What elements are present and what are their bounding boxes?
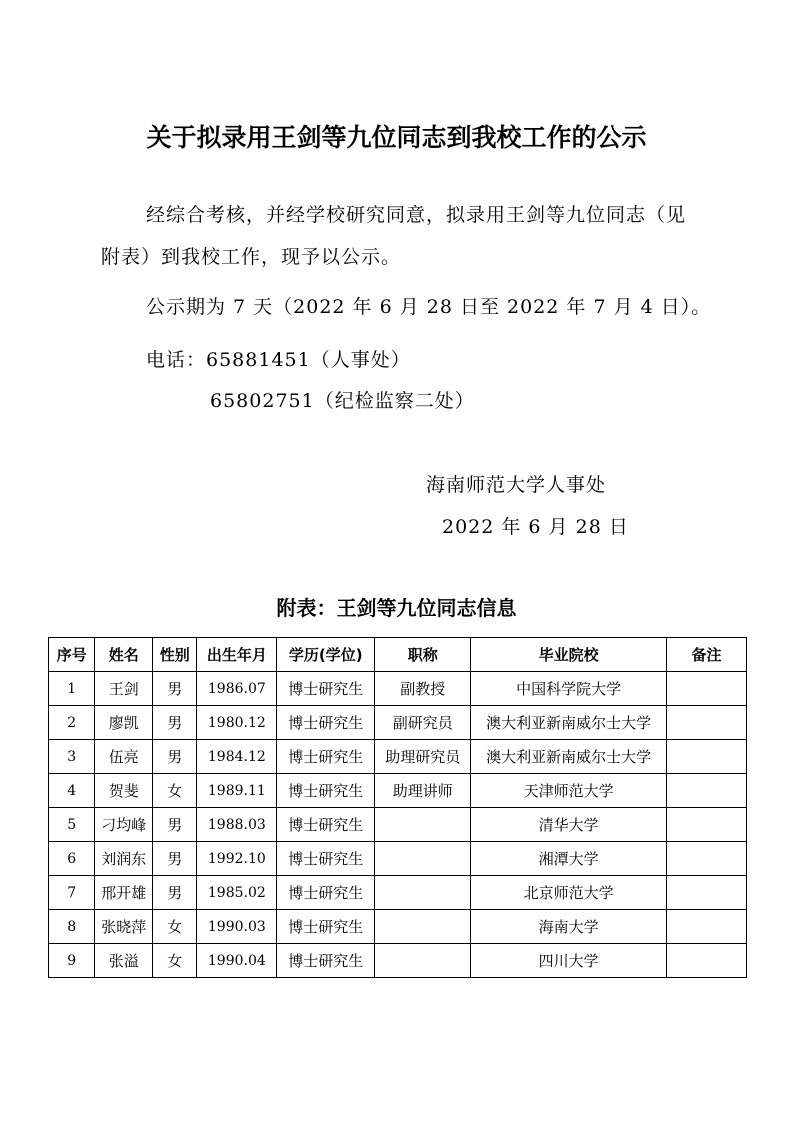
- body-paragraph-line: 附表）到我校工作，现予以公示。: [101, 246, 402, 268]
- col-header-school: 毕业院校: [471, 638, 667, 672]
- cell-degree: 博士研究生: [277, 740, 375, 774]
- cell-title: [375, 910, 471, 944]
- table-row: [49, 706, 747, 740]
- cell-gender: 女: [153, 910, 197, 944]
- body-paragraph-line: 经综合考核，并经学校研究同意，拟录用王剑等九位同志（见: [146, 204, 687, 226]
- cell-birth: 1980.12: [197, 706, 277, 740]
- table-row: [49, 774, 747, 808]
- table-header-row: [49, 638, 747, 672]
- cell-birth: 1992.10: [197, 842, 277, 876]
- cell-remarks: [667, 672, 747, 706]
- cell-birth: 1986.07: [197, 672, 277, 706]
- cell-title: 助理研究员: [375, 740, 471, 774]
- cell-gender: 男: [153, 876, 197, 910]
- col-header-degree: 学历(学位): [277, 638, 375, 672]
- table-row: [49, 808, 747, 842]
- cell-title: [375, 876, 471, 910]
- cell-name: 伍亮: [95, 740, 153, 774]
- cell-gender: 男: [153, 740, 197, 774]
- cell-name: 廖凯: [95, 706, 153, 740]
- cell-name: 张溢: [95, 944, 153, 978]
- cell-degree: 博士研究生: [277, 944, 375, 978]
- table-row: [49, 842, 747, 876]
- cell-title: [375, 842, 471, 876]
- cell-birth: 1989.11: [197, 774, 277, 808]
- cell-name: 王剑: [95, 672, 153, 706]
- col-header-title: 职称: [375, 638, 471, 672]
- table-row: [49, 672, 747, 706]
- cell-index: 5: [49, 808, 95, 842]
- cell-school: 天津师范大学: [471, 774, 667, 808]
- cell-school: 北京师范大学: [471, 876, 667, 910]
- cell-birth: 1990.03: [197, 910, 277, 944]
- notice-period: 公示期为 7 天（2022 年 6 月 28 日至 2022 年 7 月 4 日）。: [146, 296, 712, 318]
- phone-discipline: 65802751（纪检监察二处）: [210, 390, 475, 412]
- table-title: 附表：王剑等九位同志信息: [276, 596, 517, 620]
- col-header-gender: 性别: [153, 638, 197, 672]
- cell-index: 9: [49, 944, 95, 978]
- cell-school: 澳大利亚新南威尔士大学: [471, 706, 667, 740]
- cell-gender: 女: [153, 774, 197, 808]
- cell-title: [375, 808, 471, 842]
- cell-degree: 博士研究生: [277, 876, 375, 910]
- cell-remarks: [667, 876, 747, 910]
- cell-school: 四川大学: [471, 944, 667, 978]
- phone-hr: 电话：65881451（人事处）: [146, 349, 411, 371]
- table-row: [49, 944, 747, 978]
- cell-gender: 女: [153, 944, 197, 978]
- cell-school: 湘潭大学: [471, 842, 667, 876]
- col-header-birth: 出生年月: [197, 638, 277, 672]
- cell-index: 8: [49, 910, 95, 944]
- col-header-name: 姓名: [95, 638, 153, 672]
- cell-school: 中国科学院大学: [471, 672, 667, 706]
- cell-title: 副研究员: [375, 706, 471, 740]
- cell-remarks: [667, 774, 747, 808]
- table-row: [49, 910, 747, 944]
- cell-remarks: [667, 842, 747, 876]
- cell-remarks: [667, 808, 747, 842]
- cell-name: 贺斐: [95, 774, 153, 808]
- cell-remarks: [667, 740, 747, 774]
- table-row: [49, 740, 747, 774]
- cell-index: 6: [49, 842, 95, 876]
- cell-remarks: [667, 910, 747, 944]
- cell-degree: 博士研究生: [277, 842, 375, 876]
- cell-index: 7: [49, 876, 95, 910]
- col-header-remarks: 备注: [667, 638, 747, 672]
- cell-name: 刘润东: [95, 842, 153, 876]
- cell-birth: 1990.04: [197, 944, 277, 978]
- cell-name: 刁均峰: [95, 808, 153, 842]
- cell-name: 邢开雄: [95, 876, 153, 910]
- table-row: [49, 876, 747, 910]
- cell-degree: 博士研究生: [277, 910, 375, 944]
- signature-date: 2022 年 6 月 28 日: [442, 516, 629, 538]
- page-title: 关于拟录用王剑等九位同志到我校工作的公示: [146, 123, 647, 152]
- cell-remarks: [667, 944, 747, 978]
- cell-title: 助理讲师: [375, 774, 471, 808]
- cell-birth: 1988.03: [197, 808, 277, 842]
- cell-birth: 1984.12: [197, 740, 277, 774]
- cell-gender: 男: [153, 706, 197, 740]
- info-table: [48, 637, 747, 978]
- cell-gender: 男: [153, 672, 197, 706]
- cell-degree: 博士研究生: [277, 706, 375, 740]
- cell-index: 1: [49, 672, 95, 706]
- cell-gender: 男: [153, 842, 197, 876]
- cell-index: 3: [49, 740, 95, 774]
- cell-title: [375, 944, 471, 978]
- cell-degree: 博士研究生: [277, 774, 375, 808]
- cell-school: 海南大学: [471, 910, 667, 944]
- col-header-index: 序号: [49, 638, 95, 672]
- signature-org: 海南师范大学人事处: [426, 474, 607, 496]
- cell-school: 澳大利亚新南威尔士大学: [471, 740, 667, 774]
- cell-name: 张晓萍: [95, 910, 153, 944]
- cell-remarks: [667, 706, 747, 740]
- cell-degree: 博士研究生: [277, 672, 375, 706]
- cell-title: 副教授: [375, 672, 471, 706]
- cell-degree: 博士研究生: [277, 808, 375, 842]
- cell-gender: 男: [153, 808, 197, 842]
- cell-index: 4: [49, 774, 95, 808]
- cell-index: 2: [49, 706, 95, 740]
- cell-school: 清华大学: [471, 808, 667, 842]
- cell-birth: 1985.02: [197, 876, 277, 910]
